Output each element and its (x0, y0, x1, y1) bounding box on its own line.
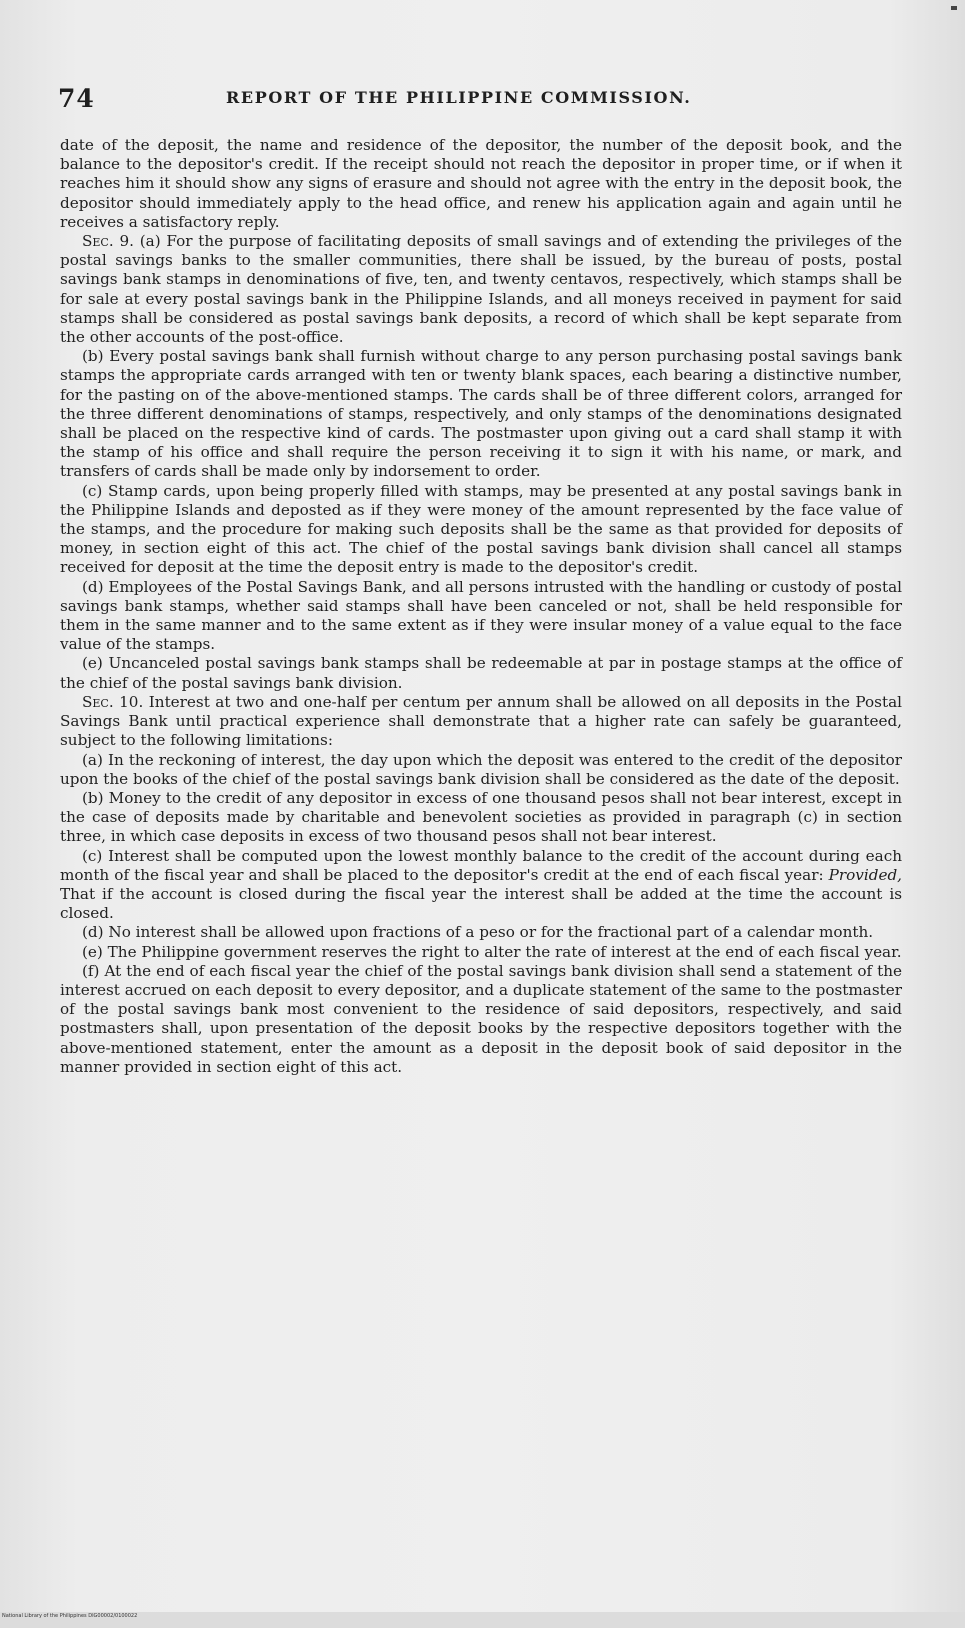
paragraph-text: (d) No interest shall be allowed upon fractions of a peso or for the fractional part of a calendar month. (82, 923, 874, 942)
section-lead: Sec. 9. (82, 232, 134, 251)
scan-footer-text: National Library of the Philippines DIG00002/0100022 (2, 1613, 138, 1619)
paragraph-text: (e) The Philippine government reserves the right to alter the rate of interest at the end of each fiscal year. (82, 942, 902, 961)
paragraph (60, 578, 902, 655)
paragraph-text: (b) Every postal savings bank shall furnish without charge to any person purchasing postal savings bank stamps the appropriate cards arranged with ten or twenty blank spaces, each bearing a distinctive number, for the pasting on of the above-mentioned stamps. The cards shall be of three different colors, arranged for the three different denominations of stamps, respectively, and only stamps of the denominations designated shall be placed on the respective kind of cards. The postmaster upon giving out a card shall stamp it with the stamp of his office and shall require the person receiving it to sign it with his name, or mark, and transfers of cards shall be made only by indorsement to order. (60, 347, 902, 481)
paragraph (60, 789, 902, 847)
page-number: 74 (58, 84, 95, 113)
paragraph (60, 482, 902, 578)
paragraph-text: date of the deposit, the name and residence of the depositor, the number of the deposit book, and the balance to the depositor's credit. If the receipt should not reach the depositor in proper time, or if when it reaches him it should show any signs of erasure and should not agree with the entry in the deposit book, the depositor should immediately apply to the head office, and renew his application again and again until he receives a satisfactory reply. (60, 136, 902, 231)
paragraph (60, 962, 902, 1077)
paragraph (60, 347, 902, 481)
paragraph-text: (b) Money to the credit of any depositor in excess of one thousand pesos shall not bear interest, except in the case of deposits made by charitable and benevolent societies as provided in paragraph (c) in section three, in which case deposits in excess of two thousand pesos shall not bear interest. (60, 788, 902, 846)
paragraph-text: (d) Employees of the Postal Savings Bank, and all persons intrusted with the handling or custody of postal savings bank stamps, whether said stamps shall have been canceled or not, shall be held responsible for them in the same manner and to the same extent as if they were insular money of a value equal to the face value of the stamps. (60, 577, 902, 654)
paragraph (60, 654, 902, 692)
paragraph (60, 847, 902, 924)
italic-proviso: Provided, (828, 865, 902, 884)
paragraph-text-tail: That if the account is closed during the fiscal year the interest shall be added at the time the account is closed. (60, 884, 902, 923)
paragraph (60, 943, 902, 962)
page-header (58, 84, 900, 114)
paragraph (60, 751, 902, 789)
paragraph (60, 923, 902, 942)
paragraph-text: (a) In the reckoning of interest, the day upon which the deposit was entered to the credit of the depositor upon the books of the chief of the postal savings bank division shall be considered as the date of the deposit. (60, 750, 902, 788)
running-head: REPORT OF THE PHILIPPINE COMMISSION. (226, 88, 692, 107)
paragraph-text: (e) Uncanceled postal savings bank stamps shall be redeemable at par in postage stamps at the office of the chief of the postal savings bank division. (60, 654, 902, 692)
paragraph-text: (f) At the end of each fiscal year the chief of the postal savings bank division shall send a statement of the interest accrued on each deposit to every depositor, and a duplicate statement of the same to the postmaster of the postal savings bank most convenient to the residence of said depositors, respectively, and said postmasters shall, upon presentation of the deposit books by the respective depositors together with the above-mentioned statement, enter the amount as a deposit in the deposit book of said depositor in the manner provided in section eight of this act. (60, 961, 902, 1076)
paragraph (60, 693, 902, 751)
section-lead: Sec. 10. (82, 692, 144, 711)
paragraph-text: (c) Stamp cards, upon being properly filled with stamps, may be presented at any postal savings bank in the Philippine Islands and deposted as if they were money of the amount represented by the face value of the stamps, and the procedure for making such deposits shall be the same as that provided for deposits of money, in section eight of this act. The chief of the postal savings bank division shall cancel all stamps received for deposit at the time the deposit entry is made to the depositor's credit. (60, 481, 902, 577)
paragraph-text: (a) For the purpose of facilitating deposits of small savings and of extending the privileges of the postal savings banks to the smaller communities, there shall be issued, by the bureau of posts, postal savings bank stamps in denominations of five, ten, and twenty centavos, respectively, which stamps shall be for sale at every postal savings bank in the Philippine Islands, and all moneys received in payment for said stamps shall be considered as postal savings bank deposits, a record of which shall be kept separate from the other accounts of the post-office. (60, 232, 902, 347)
paragraph-text: (c) Interest shall be computed upon the lowest monthly balance to the credit of the account during each month of the fiscal year and shall be placed to the depositor's credit at the end of each fiscal year: (60, 846, 902, 884)
paragraph (60, 136, 902, 232)
paragraph-text: Interest at two and one-half per centum per annum shall be allowed on all deposits in the Postal Savings Bank until practical experience shall demonstrate that a higher rate can safely be guaranteed, subject to the following limitations: (60, 692, 902, 750)
paragraph (60, 232, 902, 347)
body-text (60, 136, 902, 1077)
scan-footer-strip (0, 1612, 965, 1628)
scan-mark (951, 6, 957, 10)
